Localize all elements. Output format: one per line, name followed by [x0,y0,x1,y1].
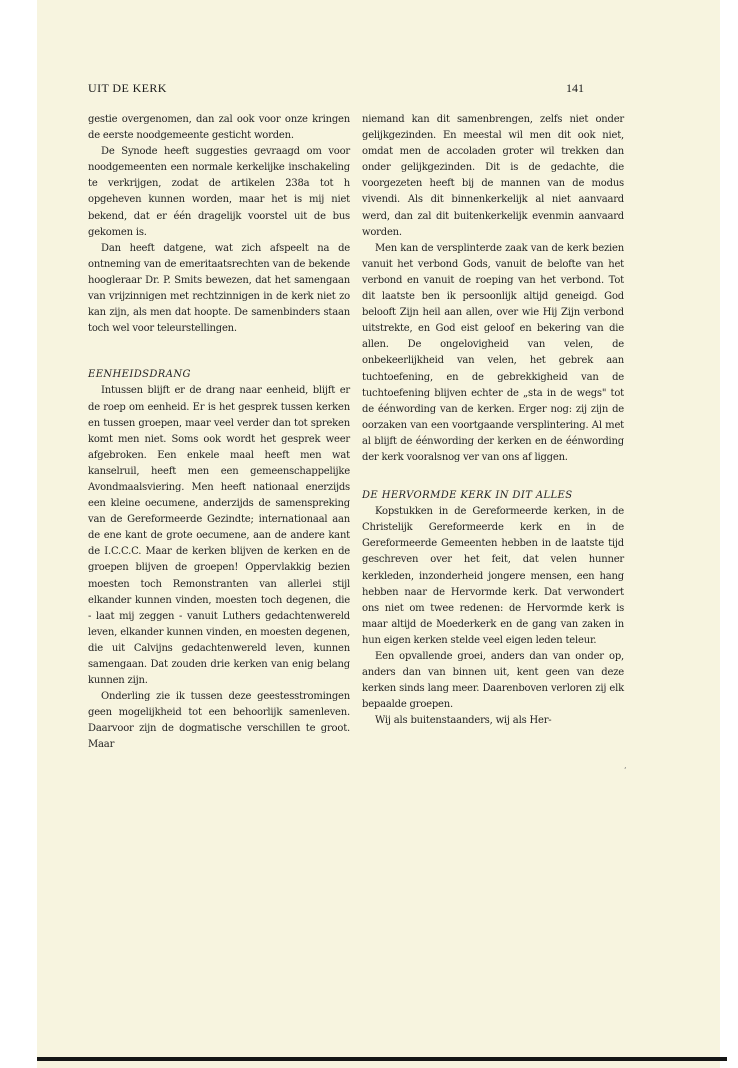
left-paragraph-4: Intussen blijft er de drang naar eenheid, blijft er de roep om eenheid. Er is het gesprek tussen kerken en tussen groepen, maar veel verder dan tot spreken komt men niet. Soms ook wordt het gesprek weer afgebroken. Een enkele maal heeft men wat kanselruil, heeft men een gemeenschappelijke Avondmaalsviering. Men heeft nationaal enerzijds een kleine oecumene, anderzijds de samenspreking van de Gereformeerde Gezindte; internationaal aan de ene kant de grote oecumene, aan de andere kant de I.C.C.C. Maar de kerken blijven de kerken en de groepen blijven de groepen! Oppervlakkig bezien moesten toch Remonstranten van allerlei stijl elkander kunnen vinden, moesten toch degenen, die - laat mij zeggen - vanuit Luthers gedachtenwereld leven, elkander kunnen vinden, en moesten degenen, die uit Calvijns gedachtenwereld leven, kunnen samengaan. Dat zouden drie kerken van enig belang kunnen zijn. [88,385,350,687]
right-paragraph-1: niemand kan dit samenbrengen, zelfs niet onder gelijkgezinden. En meestal wil men dit ook niet, omdat men de accoladen groter wil trekken dan onder gelijkgezinden. Dit is de gedachte, die voorgezeten heeft bij de mannen van de modus vivendi. Als dit binnenkerkelijk al niet aanvaard werd, dan zal dit buitenkerkelijk evenmin aanvaard worden. [362,114,624,238]
left-column [88,112,350,754]
right-column [362,112,624,729]
section-heading-eenheidsdrang: EENHEIDSDRANG [88,369,191,381]
right-paragraph-5: Wij als buitenstaanders, wij als Her- [375,715,552,727]
section-gap [362,466,624,488]
page-number: 141 [566,81,584,95]
left-paragraph-1: gestie overgenomen, dan zal ook voor onze kringen de eerste noodgemeente gesticht worden. [88,114,350,142]
margin-mark: , [624,761,627,770]
left-paragraph-2: De Synode heeft suggesties gevraagd om voor noodgemeenten een normale kerkelijke inschakeling te verkrijgen, zodat de artikelen 238a tot h opgeheven kunnen worden, maar het is mij niet bekend, dat er één dragelijk voorstel uit de bus gekomen is. [88,146,350,238]
left-paragraph-5: Onderling zie ik tussen deze geestesstromingen geen mogelijkheid tot een behoorlijk samenleven. Daarvoor zijn de dogmatische verschillen te groot. Maar [88,691,350,751]
left-paragraph-3: Dan heeft datgene, wat zich afspeelt na de ontneming van de emeritaatsrechten van de bekende hoogleraar Dr. P. Smits bewezen, dat het samengaan van vrijzinnigen met rechtzinnigen in de kerk niet zo kan zijn, als men dat hoopte. De samenbinders staan toch wel voor teleurstellingen. [88,242,350,335]
right-paragraph-4: Een opvallende groei, anders dan van onder op, anders dan van binnen uit, kent geen van deze kerken sinds lang meer. Daarenboven verloren zij elk bepaalde groepen. [362,651,624,711]
right-paragraph-3: Kopstukken in de Gereformeerde kerken, in de Christelijk Gereformeerde kerk en in de Gereformeerde Gemeenten hebben in de laatste tijd geschreven over het feit, dat velen hunner kerkleden, inzonderheid jongere mensen, een hang hebben naar de Hervormde kerk. Dat verwondert ons niet om twee redenen: de Hervormde kerk is maar altijd de Moederkerk en de gang van zaken in hun eigen kerken stelde veel eigen leden teleur. [362,506,624,646]
section-gap [88,337,350,367]
right-paragraph-2: Men kan de versplinterde zaak van de kerk bezien vanuit het verbond Gods, vanuit de belofte van het verbond en vanuit de roeping van het verbond. Tot dit laatste ben ik persoonlijk altijd geneigd. God belooft Zijn heil aan allen, over wie Hij Zijn verbond uitstrekte, en God eist geloof en bekering van die allen. De ongelovigheid van velen, de onbekeerlijkheid van velen, het gebrek aan tuchtoefening, en de gebrekkigheid van de tuchtoefening blijven echter de „sta in de wegs" tot de éénwording van de kerken. Erger nog: zij zijn de oorzaken van een voortgaande versplintering. Al met al blijft de éénwording der kerken en de éénwording der kerk vooralsnog ver van ons af liggen. [362,242,624,463]
running-title: UIT DE KERK [88,81,167,95]
page-bottom-edge [37,1057,727,1061]
section-heading-hervormde-kerk: DE HERVORMDE KERK IN DIT ALLES [362,490,573,502]
